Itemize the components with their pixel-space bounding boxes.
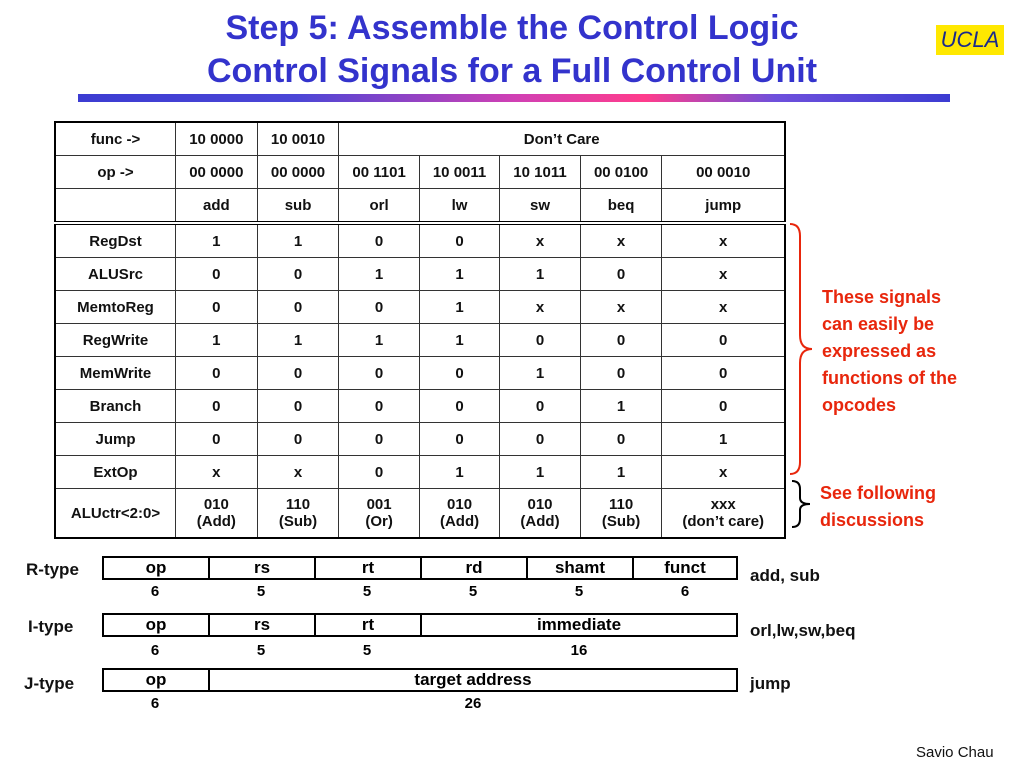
signal-value: 1	[257, 324, 339, 357]
aluctr-value: 010	[527, 496, 553, 513]
aluctr-cell	[176, 489, 258, 539]
signal-value: 1	[500, 258, 580, 291]
r-field-funct: funct	[664, 558, 706, 577]
op-value: 00 0010	[662, 156, 785, 189]
op-value: 00 0000	[257, 156, 339, 189]
signal-value: 0	[339, 456, 419, 489]
signal-name: MemtoReg	[55, 291, 176, 324]
aluctr-value: 001	[366, 496, 392, 513]
op-value: 00 1101	[339, 156, 419, 189]
j-type-instructions: jump	[750, 674, 791, 693]
aluctr-note: (don’t care)	[682, 513, 765, 530]
signal-value: 0	[500, 423, 580, 456]
signal-value: 0	[339, 357, 419, 390]
signals-brace	[788, 222, 818, 476]
signal-name: Branch	[55, 390, 176, 423]
signal-value: 1	[580, 390, 662, 423]
r-type-instructions: add, sub	[750, 566, 820, 585]
signal-value: 0	[339, 291, 419, 324]
signal-row	[55, 291, 785, 324]
signal-value: 0	[339, 223, 419, 258]
aluctr-note: (Sub)	[601, 513, 641, 530]
signal-value: 0	[257, 258, 339, 291]
signal-value: 1	[257, 223, 339, 258]
signal-row	[55, 357, 785, 390]
signal-value: 1	[339, 258, 419, 291]
aluctr-note-annotation: See following discussions	[820, 483, 937, 530]
signal-value: x	[662, 258, 785, 291]
signal-row	[55, 390, 785, 423]
instruction-name: beq	[580, 189, 662, 224]
op-row	[55, 156, 785, 189]
i-field-rt: rt	[316, 615, 422, 635]
signal-value: x	[500, 291, 580, 324]
signal-value: 0	[176, 423, 258, 456]
j-type-label: J-type	[24, 674, 75, 693]
signal-value: 0	[662, 390, 785, 423]
i-type-format	[102, 613, 738, 637]
r-field-rt: rt	[316, 558, 422, 578]
i-type-label: I-type	[28, 617, 74, 636]
instruction-name: lw	[419, 189, 499, 224]
signal-name: ALUSrc	[55, 258, 176, 291]
instruction-name: add	[176, 189, 258, 224]
signal-value: 1	[419, 324, 499, 357]
signal-value: 0	[257, 291, 339, 324]
signal-row	[55, 258, 785, 291]
aluctr-cell	[339, 489, 419, 539]
signal-value: 1	[339, 324, 419, 357]
func-value: 10 0000	[176, 122, 258, 156]
aluctr-brace	[790, 479, 814, 529]
slide-title-line1: Step 5: Assemble the Control Logic	[225, 9, 799, 47]
signal-value: x	[662, 291, 785, 324]
signal-value: 0	[176, 258, 258, 291]
signal-value: 0	[580, 357, 662, 390]
control-signals-table	[54, 121, 786, 539]
r-field-shamt: shamt	[528, 558, 634, 578]
r-type-label: R-type	[26, 560, 79, 579]
signal-value: 0	[500, 390, 580, 423]
aluctr-value: 010	[203, 496, 229, 513]
signal-value: 1	[176, 324, 258, 357]
aluctr-note: (Add)	[439, 513, 480, 530]
j-field-op: op	[104, 670, 210, 690]
signal-value: 1	[500, 357, 580, 390]
signal-value: x	[662, 456, 785, 489]
signal-value: 1	[176, 223, 258, 258]
signals-note: These signals can easily be expressed as functions of the opcodes	[822, 287, 957, 415]
signal-value: 0	[500, 324, 580, 357]
signal-value: 1	[419, 291, 499, 324]
instruction-name: orl	[339, 189, 419, 224]
signal-value: 0	[419, 357, 499, 390]
signal-value: x	[580, 223, 662, 258]
aluctr-cell	[662, 489, 785, 539]
aluctr-row	[55, 489, 785, 539]
slide-title-line2: Control Signals for a Full Control Unit	[206, 52, 818, 90]
signal-value: x	[176, 456, 258, 489]
aluctr-cell	[500, 489, 580, 539]
signal-value: x	[662, 223, 785, 258]
j-type-format	[102, 668, 738, 692]
signal-row	[55, 456, 785, 489]
signal-value: 0	[580, 423, 662, 456]
j-field-target-address: target address	[414, 670, 532, 689]
signal-value: 0	[662, 357, 785, 390]
signal-value: 0	[580, 258, 662, 291]
instruction-name: sub	[257, 189, 339, 224]
i-field-op: op	[104, 615, 210, 635]
signal-row	[55, 223, 785, 258]
signal-value: 0	[580, 324, 662, 357]
func-dont-care: Don’t Care	[339, 122, 785, 156]
author-footer: Savio Chau	[916, 744, 994, 761]
r-field-op: op	[104, 558, 210, 578]
signal-name: Jump	[55, 423, 176, 456]
aluctr-value: xxx	[710, 496, 736, 513]
func-row	[55, 122, 785, 156]
signal-value: 0	[257, 390, 339, 423]
signal-value: x	[500, 223, 580, 258]
signal-value: 1	[500, 456, 580, 489]
i-type-bits: 6 5 5 16	[150, 642, 588, 659]
r-field-rs: rs	[210, 558, 316, 578]
r-type-bits: 6 5 5 5 5 6	[150, 583, 690, 600]
op-value: 10 0011	[419, 156, 499, 189]
signal-value: 1	[662, 423, 785, 456]
signal-value: 0	[419, 423, 499, 456]
signal-value: 0	[419, 390, 499, 423]
signal-value: 1	[580, 456, 662, 489]
aluctr-note: (Add)	[520, 513, 560, 530]
func-label: func ->	[55, 122, 176, 156]
op-value: 00 0000	[176, 156, 258, 189]
signal-name: RegWrite	[55, 324, 176, 357]
i-field-immediate: immediate	[536, 615, 622, 634]
signal-rows	[55, 223, 785, 489]
i-field-rs: rs	[210, 615, 316, 635]
aluctr-note: (Or)	[365, 513, 393, 530]
signal-value: 1	[419, 258, 499, 291]
aluctr-label: ALUctr<2:0>	[55, 489, 176, 539]
signal-value: 0	[419, 223, 499, 258]
title-underline	[78, 94, 950, 102]
signal-value: 0	[662, 324, 785, 357]
signal-row	[55, 423, 785, 456]
aluctr-value: 110	[608, 496, 634, 513]
signal-value: 1	[419, 456, 499, 489]
r-type-format	[102, 556, 738, 580]
signal-value: x	[257, 456, 339, 489]
instruction-row	[55, 189, 785, 224]
aluctr-cell	[257, 489, 339, 539]
signal-row	[55, 324, 785, 357]
signal-value: 0	[176, 390, 258, 423]
j-type-bits: 6 26	[150, 695, 482, 712]
op-value: 00 0100	[580, 156, 662, 189]
signal-name: MemWrite	[55, 357, 176, 390]
op-label: op ->	[55, 156, 176, 189]
signal-value: 0	[257, 357, 339, 390]
signal-value: 0	[257, 423, 339, 456]
aluctr-cell	[580, 489, 662, 539]
aluctr-value: 110	[285, 496, 311, 513]
aluctr-value: 010	[447, 496, 473, 513]
aluctr-note: (Add)	[196, 513, 236, 530]
func-value: 10 0010	[257, 122, 339, 156]
r-field-rd: rd	[422, 558, 528, 578]
instruction-name: jump	[662, 189, 785, 224]
aluctr-cell	[419, 489, 499, 539]
instruction-name: sw	[500, 189, 580, 224]
signal-value: 0	[176, 291, 258, 324]
signal-value: 0	[339, 390, 419, 423]
signal-name: ExtOp	[55, 456, 176, 489]
i-type-instructions: orl,lw,sw,beq	[750, 621, 856, 640]
instruction-label	[55, 189, 176, 224]
signal-value: 0	[339, 423, 419, 456]
signal-value: 0	[176, 357, 258, 390]
op-value: 10 1011	[500, 156, 580, 189]
signal-name: RegDst	[55, 223, 176, 258]
aluctr-note: (Sub)	[278, 513, 318, 530]
ucla-logo: UCLA	[936, 25, 1004, 55]
signal-value: x	[580, 291, 662, 324]
